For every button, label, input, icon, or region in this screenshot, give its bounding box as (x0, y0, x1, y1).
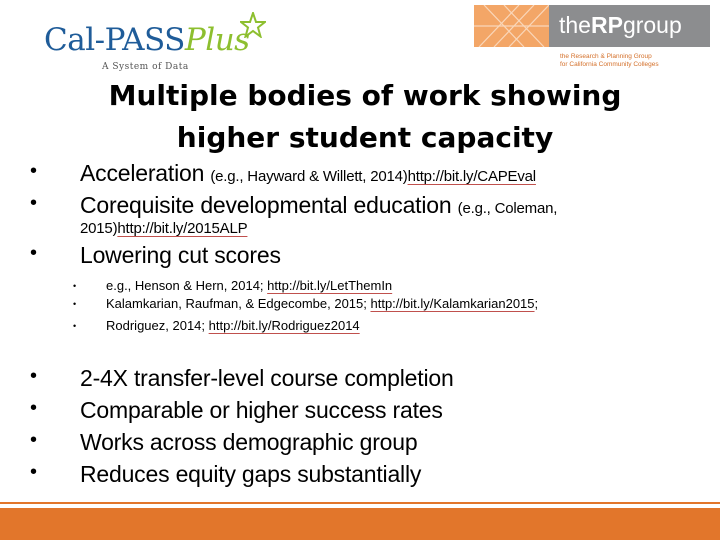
rpgroup-name-bold: RP (590, 12, 623, 38)
bullet-marker: • (30, 242, 38, 264)
rpgroup-mark (474, 5, 549, 47)
calpassplus-logo (40, 10, 270, 70)
logo-tagline: A System of Data (102, 62, 189, 72)
sub-bullet-label: e.g., Henson & Hern, 2014; (106, 278, 268, 293)
bullet-text: Lowering cut scores (80, 242, 281, 268)
bullet-marker: • (30, 461, 38, 483)
result-text: Works across demographic group (80, 429, 418, 455)
bullet-marker: • (30, 365, 38, 387)
sub-bullet-label: Rodriguez, 2014; (106, 318, 209, 333)
bullet-citation: (e.g., Hayward & Willett, 2014) (210, 168, 408, 185)
sub-bullet-marker: • (73, 299, 77, 309)
rpgroup-name-post: group (622, 12, 682, 38)
result-text: 2-4X transfer-level course completion (80, 365, 454, 391)
result-text: Comparable or higher success rates (80, 397, 443, 423)
footer-divider (0, 502, 720, 504)
bullet-link[interactable]: http://bit.ly/2015ALP (117, 220, 248, 237)
bullet-text (80, 192, 557, 219)
rpgroup-subtitle (560, 53, 659, 69)
sub-bullet-marker: • (73, 321, 77, 331)
sub-bullet-link[interactable]: http://bit.ly/Kalamkarian2015 (370, 296, 535, 311)
bullet-citation: (e.g., Coleman, (457, 200, 558, 217)
bullet-label: Acceleration (80, 160, 211, 186)
rpgroup-name (559, 12, 682, 39)
rpgroup-subtitle-line2: for California Community Colleges (560, 61, 659, 68)
sub-bullet-text (106, 318, 360, 333)
bullet-citation-cont: 2015) (80, 220, 118, 237)
calpassplus-wordmark (44, 22, 250, 58)
rpgroup-subtitle-line1: the Research & Planning Group (560, 53, 652, 60)
bullet-marker: • (30, 192, 38, 214)
bullet-text-cont (80, 220, 247, 237)
sub-bullet-text (106, 278, 392, 293)
bullet-marker: • (30, 429, 38, 451)
sub-bullet-link[interactable]: http://bit.ly/LetThemIn (267, 278, 393, 293)
sub-bullet-link[interactable]: http://bit.ly/Rodriguez2014 (208, 318, 360, 333)
sub-bullet-marker: • (73, 281, 77, 291)
bullet-link[interactable]: http://bit.ly/CAPEval (407, 168, 536, 185)
slide-title: Multiple bodies of work showing higher student capacity (108, 79, 622, 154)
rpgroup-logo (474, 5, 710, 75)
rpgroup-mark-pattern (474, 5, 549, 47)
star-icon (240, 12, 266, 38)
bullet-text (80, 160, 536, 187)
footer-bar (0, 508, 720, 540)
bullet-marker: • (30, 160, 38, 182)
logo-name-main: Cal-PASS (44, 22, 185, 58)
sub-bullet-label: Kalamkarian, Raufman, & Edgecombe, 2015; (106, 296, 371, 311)
bullet-label: Corequisite developmental education (80, 192, 458, 218)
rpgroup-bar (549, 5, 710, 47)
rpgroup-name-pre: the (559, 12, 591, 38)
result-text: Reduces equity gaps substantially (80, 461, 422, 487)
logo-name-plus: Plus (184, 22, 250, 58)
sub-bullet-text (106, 296, 538, 311)
sub-bullet-after: ; (534, 296, 539, 311)
bullet-marker: • (30, 397, 38, 419)
